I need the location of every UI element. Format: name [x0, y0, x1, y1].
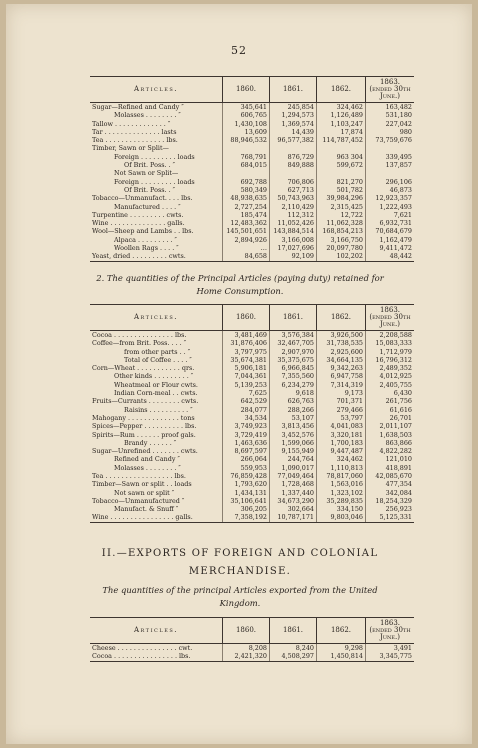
row-label: Wine . . . . . . . . . . . . . . galls.	[90, 219, 223, 227]
cell-value: 3,481,469	[223, 331, 270, 340]
cell-value: 73,759,676	[375, 136, 412, 145]
column-header-articles: Articles.	[90, 77, 223, 103]
cell-value: 256,923	[385, 505, 412, 514]
cell-value: 3,320,181	[317, 431, 366, 439]
cell-value: 580,349	[223, 186, 270, 194]
cell-value: 266,064	[223, 455, 270, 463]
table-row	[90, 339, 414, 347]
table-row	[90, 244, 414, 252]
cell-value: 26,701	[389, 413, 412, 422]
cell-value: 3,729,419	[223, 431, 270, 439]
table-row	[90, 356, 414, 364]
cell-value: 9,618	[270, 389, 317, 397]
cell-value: 980	[399, 127, 412, 136]
column-header-year: 1861.	[270, 77, 317, 103]
cell-value: 168,854,213	[317, 227, 366, 235]
cell-value: 137,857	[385, 161, 412, 170]
cell-value: 345,641	[223, 103, 270, 112]
cell-value: 306,205	[223, 505, 270, 513]
cell-value: 245,854	[270, 103, 317, 112]
cell-value: 3,166,008	[270, 236, 317, 244]
cell-value: 7,355,560	[270, 372, 317, 380]
cell-value: 185,474	[223, 211, 270, 219]
row-label: Coffee—from Brit. Poss. . . . ″	[90, 339, 223, 347]
cell-value: 3,452,576	[270, 431, 317, 439]
row-label: Wool—Sheep and Lambs . . lbs.	[90, 227, 223, 235]
cell-value: 48,938,635	[223, 194, 270, 202]
cell-value: 9,803,046	[317, 514, 366, 523]
table-row	[90, 211, 414, 219]
row-label: Yeast, dried . . . . . . . . . cwts.	[90, 252, 223, 261]
cell-value: 6,966,845	[270, 364, 317, 372]
cell-value: 9,155,949	[270, 447, 317, 455]
table-row	[90, 447, 414, 455]
cell-value: 849,888	[270, 161, 317, 169]
row-label: Timber, Sawn or Split—	[90, 144, 223, 152]
cell-value: 96,577,382	[270, 136, 317, 144]
cell-value: 114,787,452	[317, 136, 366, 144]
caption-exports: The quantities of the principal Articles exported from the United Kingdom.	[102, 585, 378, 608]
cell-value: 6,932,731	[379, 219, 412, 228]
cell-value: 1,599,066	[270, 439, 317, 447]
cell-value: 6,430	[393, 389, 412, 398]
row-label: Tea . . . . . . . . . . . . . . . lbs.	[90, 136, 223, 144]
home-consumption-table	[90, 304, 414, 523]
cell-value: 1,728,468	[270, 480, 317, 488]
row-label: Tallow . . . . . . . . . . . . . ″	[90, 120, 223, 128]
cell-value: 3,926,500	[317, 331, 366, 340]
row-label: Of Brit. Poss. . ″	[90, 186, 223, 194]
row-label: Not sawn or split ″	[90, 489, 223, 497]
cell-value: 163,482	[385, 102, 412, 111]
imports-table	[90, 76, 414, 262]
table-row	[90, 236, 414, 244]
cell-value: 18,254,329	[375, 496, 412, 505]
table-row	[90, 480, 414, 488]
cell-value: 4,041,083	[317, 422, 366, 430]
cell-value	[317, 144, 366, 152]
table-row	[90, 136, 414, 144]
cell-value: 20,097,780	[317, 244, 366, 252]
cell-value: 12,722	[317, 211, 366, 219]
cell-value: 626,763	[270, 397, 317, 405]
cell-value	[317, 169, 366, 177]
cell-value: 121,010	[385, 455, 412, 464]
cell-value: 7,044,361	[223, 372, 270, 380]
cell-value: 863,866	[385, 438, 412, 447]
row-label: Other kinds . . . . . . . . . ″	[90, 372, 223, 380]
row-label: Woollen Rags . . . . ″	[90, 244, 223, 252]
table-row	[90, 348, 414, 356]
header-row	[90, 77, 414, 103]
cell-value: 2,925,600	[317, 348, 366, 356]
row-label: Manufact. & Snuff ″	[90, 505, 223, 513]
row-label: Tobacco—Unmanufactured ″	[90, 497, 223, 505]
table-row	[90, 431, 414, 439]
cell-value: 1,430,108	[223, 120, 270, 128]
cell-value: 16,796,312	[375, 355, 412, 364]
cell-value: 3,813,456	[270, 422, 317, 430]
cell-value: 2,894,926	[223, 236, 270, 244]
cell-value: 1,700,183	[317, 439, 366, 447]
cell-value: 876,729	[270, 153, 317, 161]
cell-value: 14,439	[270, 128, 317, 136]
cell-value: 1,450,814	[317, 652, 366, 661]
cell-value: 339,495	[385, 152, 412, 161]
column-header-year: 1863. (ended 30th June.)	[366, 618, 415, 644]
column-header-year: 1862.	[317, 77, 366, 103]
cell-value: 3,576,384	[270, 331, 317, 340]
cell-value: 1,110,813	[317, 464, 366, 472]
row-label: Corn—Wheat . . . . . . . . . . . qrs.	[90, 364, 223, 372]
cell-value: 606,765	[223, 111, 270, 119]
cell-value: 324,462	[317, 455, 366, 463]
cell-value: 7,621	[393, 210, 412, 219]
cell-value: 2,907,970	[270, 348, 317, 356]
cell-value: 8,208	[223, 644, 270, 653]
row-label: Timber—Sawn or split . . loads	[90, 480, 223, 488]
table-row	[90, 111, 414, 119]
header-row	[90, 618, 414, 644]
cell-value: 9,411,472	[379, 243, 412, 252]
cell-value: 1,103,247	[317, 120, 366, 128]
cell-value: 31,738,535	[317, 339, 366, 347]
cell-value: 102,202	[317, 252, 366, 261]
row-label: Total of Coffee . . . . ″	[90, 356, 223, 364]
column-header-year: 1861.	[270, 305, 317, 331]
cell-value: 31,876,406	[223, 339, 270, 347]
cell-value: 1,434,131	[223, 489, 270, 497]
row-label: Raisins . . . . . . . . . . ″	[90, 406, 223, 414]
row-label: Molasses . . . . . . . . ″	[90, 111, 223, 119]
cell-value: 261,756	[385, 397, 412, 406]
row-label: Indian Corn-meal . . cwts.	[90, 389, 223, 397]
cell-value: 12,483,362	[223, 219, 270, 227]
cell-value: 35,106,641	[223, 497, 270, 505]
cell-value: 821,270	[317, 178, 366, 186]
cell-value: 9,342,263	[317, 364, 366, 372]
cell-value: 12,923,357	[375, 194, 412, 203]
cell-value: 39,984,296	[317, 194, 366, 202]
cell-value: 50,743,963	[270, 194, 317, 202]
cell-value: 3,491	[393, 643, 412, 652]
cell-value: 7,314,319	[317, 381, 366, 389]
cell-value: 296,106	[385, 177, 412, 186]
cell-value: 35,674,381	[223, 356, 270, 364]
cell-value: 288,266	[270, 406, 317, 414]
row-label: Wheatmeal or Flour cwts.	[90, 381, 223, 389]
cell-value: 4,822,282	[379, 447, 412, 456]
cell-value: 4,508,297	[270, 652, 317, 661]
cell-value: 692,788	[223, 178, 270, 186]
cell-value	[223, 169, 270, 177]
cell-value: 1,222,493	[379, 202, 412, 211]
row-label: Manufactured . . . . ″	[90, 203, 223, 211]
cell-value: 1,337,440	[270, 489, 317, 497]
row-label: Not Sawn or Split—	[90, 169, 223, 177]
row-label: Spirits—Rum . . . . . . proof gals.	[90, 431, 223, 439]
cell-value: 61,616	[389, 405, 412, 414]
row-label: Tea . . . . . . . . . . . . . . . . . lbs.	[90, 472, 223, 480]
cell-value: 53,797	[317, 414, 366, 422]
row-label: Of Brit. Poss. . ″	[90, 161, 223, 169]
table-row	[90, 252, 414, 261]
row-label: Spices—Pepper . . . . . . . . . . lbs.	[90, 422, 223, 430]
cell-value: 501,782	[317, 186, 366, 194]
table-row	[90, 120, 414, 128]
cell-value	[366, 144, 415, 152]
cell-value	[270, 144, 317, 152]
table-row	[90, 372, 414, 380]
cell-value: 324,462	[317, 103, 366, 112]
cell-value: 42,085,670	[375, 471, 412, 480]
cell-value: 1,126,489	[317, 111, 366, 119]
cell-value: 1,563,016	[317, 480, 366, 488]
table-row	[90, 422, 414, 430]
cell-value: 477,354	[385, 480, 412, 489]
row-label: Molasses . . . . . . . . ″	[90, 464, 223, 472]
cell-value: 2,110,429	[270, 203, 317, 211]
book-page	[6, 4, 472, 744]
cell-value: 112,312	[270, 211, 317, 219]
cell-value: 1,793,620	[223, 480, 270, 488]
cell-value: 2,315,425	[317, 203, 366, 211]
column-header-year: 1863. (ended 30th June.)	[366, 305, 415, 331]
cell-value: 143,884,514	[270, 227, 317, 235]
table-row	[90, 194, 414, 202]
cell-value: 627,713	[270, 186, 317, 194]
column-header-year: 1862.	[317, 618, 366, 644]
table-row	[90, 153, 414, 161]
cell-value: 2,489,352	[379, 364, 412, 373]
cell-value: 706,806	[270, 178, 317, 186]
page-number: 52	[231, 44, 247, 57]
cell-value: 334,150	[317, 505, 366, 513]
cell-value: 78,817,060	[317, 472, 366, 480]
column-header-year: 1862.	[317, 305, 366, 331]
cell-value: 244,764	[270, 455, 317, 463]
cell-value: 34,673,290	[270, 497, 317, 505]
cell-value: 32,467,705	[270, 339, 317, 347]
cell-value: 284,077	[223, 406, 270, 414]
cell-value: 7,625	[223, 389, 270, 397]
cell-value: 34,534	[223, 414, 270, 422]
cell-value: 701,371	[317, 397, 366, 405]
cell-value: 8,697,597	[223, 447, 270, 455]
row-label: Foreign . . . . . . . . . loads	[90, 153, 223, 161]
table-row	[90, 227, 414, 235]
section-title-exports: II.—EXPORTS OF FOREIGN AND COLONIAL MERCHANDISE.	[101, 548, 379, 577]
cell-value: 1,294,573	[270, 111, 317, 119]
cell-value: 46,873	[389, 185, 412, 194]
cell-value: 2,011,107	[379, 422, 412, 431]
cell-value: 2,727,254	[223, 203, 270, 211]
cell-value: 1,712,979	[379, 347, 412, 356]
row-label: Sugar—Unrefined . . . . . . . cwts.	[90, 447, 223, 455]
cell-value: 77,049,464	[270, 472, 317, 480]
cell-value: 17,027,696	[270, 244, 317, 252]
table-row	[90, 144, 414, 152]
table-row	[90, 203, 414, 211]
cell-value: 17,874	[317, 128, 366, 136]
header-row	[90, 305, 414, 331]
cell-value: 3,749,923	[223, 422, 270, 430]
table-row	[90, 381, 414, 389]
cell-value: 559,953	[223, 464, 270, 472]
cell-value: 6,234,279	[270, 381, 317, 389]
table-row	[90, 414, 414, 422]
cell-value: 9,173	[317, 389, 366, 397]
cell-value: 2,421,320	[223, 652, 270, 661]
table-row	[90, 178, 414, 186]
cell-value: 9,447,487	[317, 447, 366, 455]
cell-value: 1,162,479	[379, 235, 412, 244]
cell-value: 1,323,102	[317, 489, 366, 497]
cell-value: 3,345,775	[366, 652, 415, 661]
column-header-year: 1863. (ended 30th June.)	[366, 77, 415, 103]
table-row	[90, 128, 414, 136]
table-row	[90, 186, 414, 194]
row-label: Cheese . . . . . . . . . . . . . . . cwt.	[90, 644, 223, 653]
table-row	[90, 489, 414, 497]
caption-home-consumption: 2. The quantities of the Principal Articles (paying duty) retained for Home Consumption.	[96, 273, 384, 296]
cell-value: 34,664,135	[317, 356, 366, 364]
cell-value: 3,166,750	[317, 236, 366, 244]
cell-value: 10,787,171	[270, 514, 317, 523]
table-row	[90, 652, 414, 661]
cell-value: 5,125,331	[366, 514, 415, 523]
row-label: Foreign . . . . . . . . . loads	[90, 178, 223, 186]
cell-value: …	[223, 244, 270, 252]
row-label: Mahogany . . . . . . . . . . . . . tons	[90, 414, 223, 422]
cell-value: 35,375,675	[270, 356, 317, 364]
column-header-year: 1861.	[270, 618, 317, 644]
table-row	[90, 644, 414, 653]
cell-value: 599,672	[317, 161, 366, 169]
table-row	[90, 397, 414, 405]
cell-value: 11,052,426	[270, 219, 317, 227]
row-label: Tobacco—Unmanufact. . . . lbs.	[90, 194, 223, 202]
table-row	[90, 406, 414, 414]
table-row	[90, 389, 414, 397]
cell-value: 48,442	[366, 252, 415, 261]
row-label: Sugar—Refined and Candy ″	[90, 103, 223, 112]
row-label: Tar . . . . . . . . . . . . . . lasts	[90, 128, 223, 136]
cell-value: 768,791	[223, 153, 270, 161]
cell-value: 3,797,975	[223, 348, 270, 356]
row-label: Turpentine . . . . . . . . . cwts.	[90, 211, 223, 219]
cell-value: 684,015	[223, 161, 270, 169]
cell-value: 5,139,253	[223, 381, 270, 389]
cell-value	[270, 169, 317, 177]
cell-value: 53,107	[270, 414, 317, 422]
cell-value: 279,466	[317, 406, 366, 414]
row-label: Wine . . . . . . . . . . . . . . . . galls.	[90, 514, 223, 523]
row-label: Refined and Candy ″	[90, 455, 223, 463]
table-row	[90, 514, 414, 523]
row-label: Brandy . . . . . . ″	[90, 439, 223, 447]
table-row	[90, 472, 414, 480]
cell-value	[223, 144, 270, 152]
table-row	[90, 439, 414, 447]
column-header-year: 1860.	[223, 305, 270, 331]
table-row	[90, 219, 414, 227]
cell-value: 963 304	[317, 153, 366, 161]
table-row	[90, 103, 414, 112]
cell-value: 92,109	[270, 252, 317, 261]
cell-value: 342,084	[385, 488, 412, 497]
cell-value: 15,083,333	[375, 339, 412, 348]
table-row	[90, 464, 414, 472]
cell-value: 76,859,428	[223, 472, 270, 480]
cell-value: 2,208,588	[379, 330, 412, 339]
column-header-year: 1860.	[223, 77, 270, 103]
cell-value: 227,042	[385, 119, 412, 128]
cell-value: 531,180	[385, 111, 412, 120]
cell-value: 145,501,651	[223, 227, 270, 235]
cell-value: 418,891	[385, 463, 412, 472]
cell-value: 7,358,192	[223, 514, 270, 523]
table-row	[90, 364, 414, 372]
cell-value: 13,609	[223, 128, 270, 136]
table-row	[90, 505, 414, 513]
cell-value: 11,062,328	[317, 219, 366, 227]
column-header-articles: Articles.	[90, 305, 223, 331]
cell-value: 1,463,636	[223, 439, 270, 447]
cell-value: 70,684,679	[375, 227, 412, 236]
cell-value: 4,012,925	[379, 372, 412, 381]
row-label: Alpaca . . . . . . . . . ″	[90, 236, 223, 244]
table-row	[90, 331, 414, 340]
exports-table	[90, 617, 414, 662]
cell-value: 1,369,574	[270, 120, 317, 128]
table-row	[90, 161, 414, 169]
cell-value: 6,947,758	[317, 372, 366, 380]
cell-value: 2,405,755	[379, 380, 412, 389]
table-row	[90, 169, 414, 177]
table-row	[90, 497, 414, 505]
row-label: Cocoa . . . . . . . . . . . . . . . . lbs.	[90, 652, 223, 661]
cell-value: 642,529	[223, 397, 270, 405]
cell-value: 84,658	[223, 252, 270, 261]
cell-value	[366, 169, 415, 177]
cell-value: 302,664	[270, 505, 317, 513]
column-header-articles: Articles.	[90, 618, 223, 644]
row-label: Fruits—Currants . . . . . . . . cwts.	[90, 397, 223, 405]
cell-value: 9,298	[317, 644, 366, 653]
cell-value: 88,946,532	[223, 136, 270, 144]
column-header-year: 1860.	[223, 618, 270, 644]
table-row	[90, 455, 414, 463]
cell-value: 1,090,017	[270, 464, 317, 472]
cell-value: 5,906,181	[223, 364, 270, 372]
cell-value: 35,289,835	[317, 497, 366, 505]
cell-value: 8,240	[270, 644, 317, 653]
row-label: Cocoa . . . . . . . . . . . . . . . lbs.	[90, 331, 223, 340]
cell-value: 1,638,503	[379, 430, 412, 439]
row-label: from other parts . . ″	[90, 348, 223, 356]
